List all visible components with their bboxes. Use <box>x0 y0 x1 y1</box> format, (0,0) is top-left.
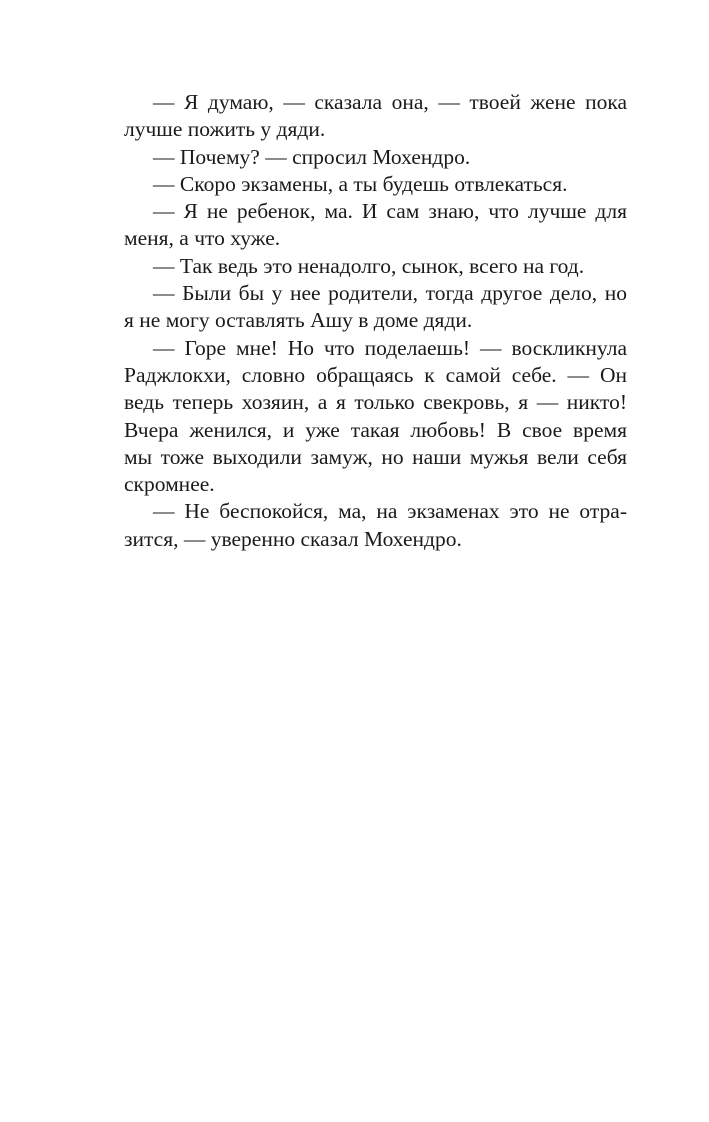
text-line: лучше пожить у дяди. <box>124 117 326 142</box>
page-text <box>124 89 627 553</box>
paragraph <box>124 89 627 144</box>
text-line: ведь теперь хозяин, а я только свекровь, я — никто! <box>124 390 627 415</box>
paragraph <box>124 498 627 553</box>
text-line: — Скоро экзамены, а ты будешь отвлекаться. <box>153 171 568 196</box>
text-line: скромнее. <box>124 472 215 497</box>
text-line: — Я думаю, — сказала она, — твоей жене пока <box>153 90 627 114</box>
text-line: зится, — уверенно сказал Мохендро. <box>124 526 462 551</box>
text-line: Вчера женился, и уже такая любовь! В свое время <box>124 417 627 442</box>
paragraph <box>124 198 627 253</box>
text-line: — Горе мне! Но что поделаешь! — воскликнула <box>153 335 627 360</box>
text-line: — Не беспокойся, ма, на экзаменах это не отра- <box>153 499 627 524</box>
paragraph <box>124 144 627 171</box>
text-line: меня, а что хуже. <box>124 226 281 251</box>
paragraph <box>124 253 627 280</box>
paragraph <box>124 171 627 198</box>
text-line: Раджлокхи, словно обращаясь к самой себе. — Он <box>124 362 627 387</box>
text-line: мы тоже выходили замуж, но наши мужья вели себя <box>124 444 627 469</box>
text-line: — Я не ребенок, ма. И сам знаю, что лучше для <box>153 199 627 224</box>
text-line: я не могу оставлять Ашу в доме дяди. <box>124 308 473 333</box>
paragraph <box>124 280 627 335</box>
text-line: — Так ведь это ненадолго, сынок, всего на год. <box>153 253 585 278</box>
paragraph <box>124 335 627 499</box>
text-line: — Почему? — спросил Мохендро. <box>153 144 471 169</box>
text-line: — Были бы у нее родители, тогда другое дело, но <box>153 281 627 306</box>
